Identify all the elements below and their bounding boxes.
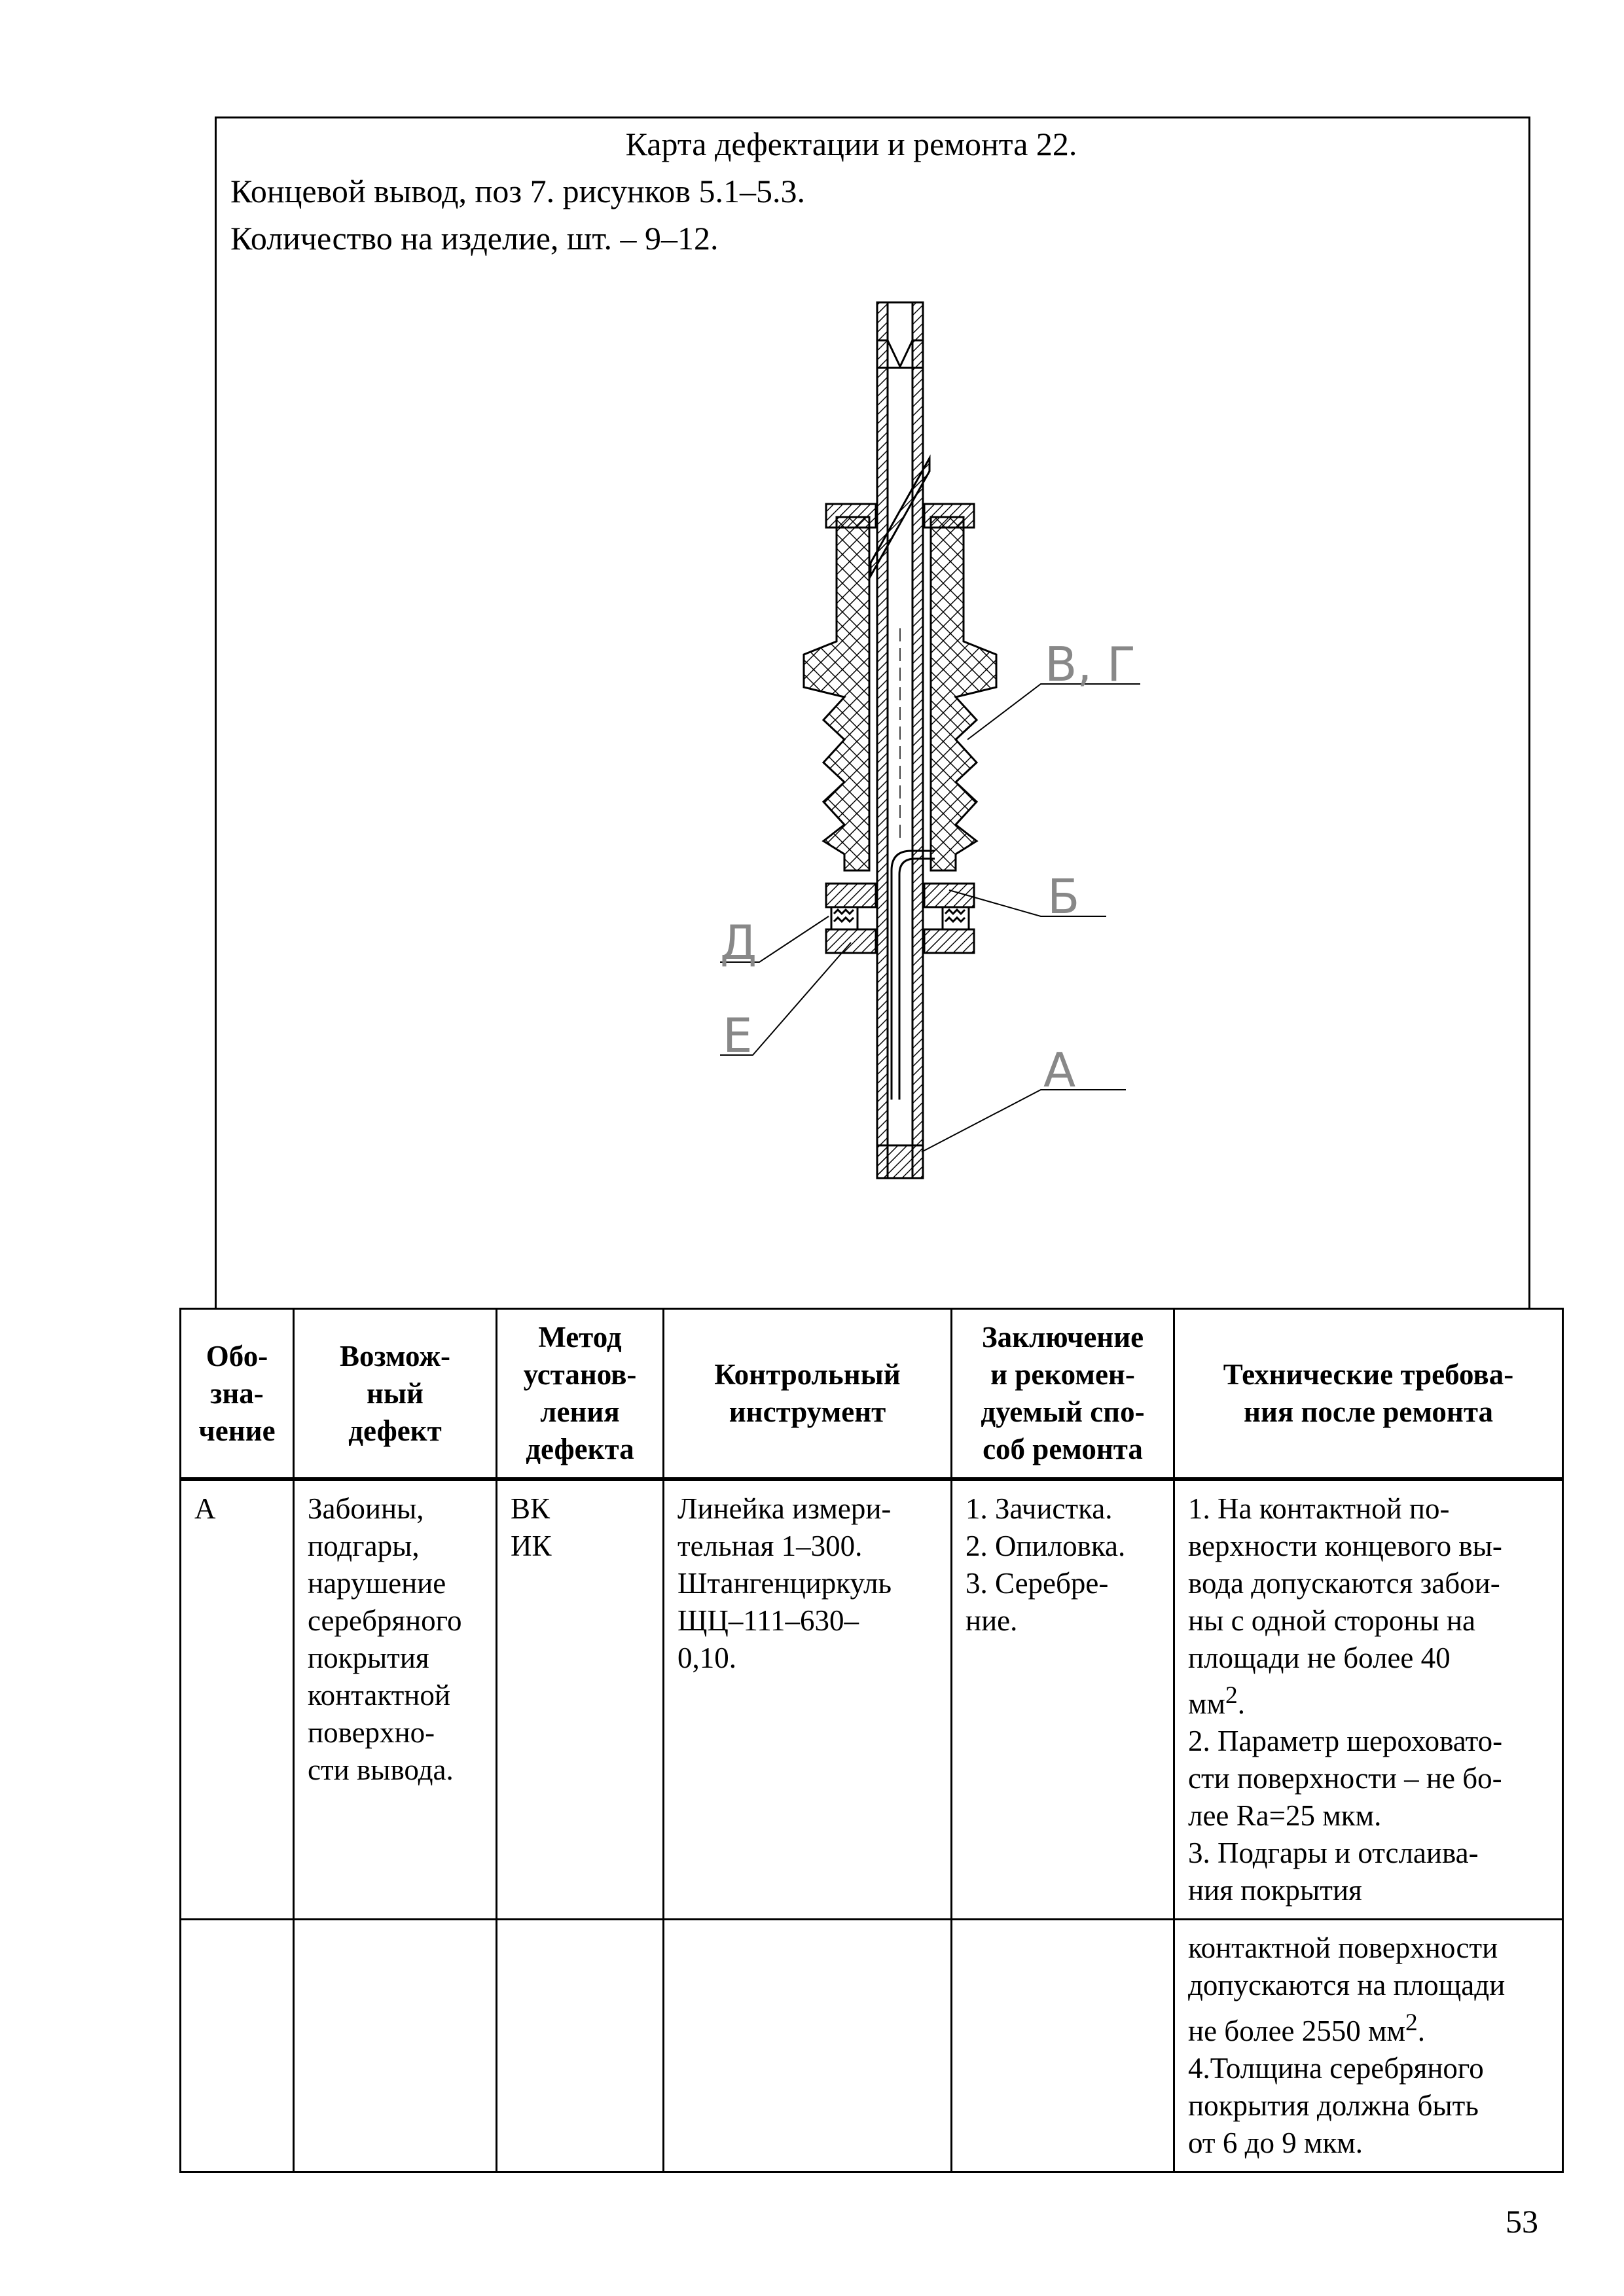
req-superscript: 2 [1225, 1682, 1238, 1709]
table-row [181, 1920, 1563, 2172]
col-header-instrument: Контрольный инструмент [664, 1309, 952, 1480]
cell-instrument: Линейка измери- тельная 1–300. Штангенциркуль ЩЦ–111–630– 0,10. [664, 1479, 952, 1920]
req-text-b: . 2. Параметр шероховато- сти поверхности – не бо- лее Ra=25 мкм. 3. Подгары и отслаива- ния покрытия [1188, 1687, 1503, 1907]
req-cont-text-b: . 4.Толщина серебряного покрытия должна быть от 6 до 9 мкм. [1188, 2015, 1484, 2159]
cell-empty [294, 1920, 497, 2172]
cell-empty [497, 1920, 664, 2172]
card-title: Карта дефектации и ремонта 22. [625, 126, 1077, 162]
cell-method: ВК ИК [497, 1479, 664, 1920]
req-cont-text-a: контактной поверхности допускаются на площади не более 2550 мм [1188, 1931, 1506, 2047]
quantity-line: Количество на изделие, шт. – 9–12. [230, 220, 719, 257]
col-header-oboz: Обо- зна- чение [181, 1309, 294, 1480]
cell-requirements [1174, 1479, 1563, 1920]
cell-empty [664, 1920, 952, 2172]
drawing-labels [720, 637, 1136, 1098]
cell-empty [952, 1920, 1174, 2172]
cell-repair: 1. Зачистка. 2. Опиловка. 3. Серебре- ние. [952, 1479, 1174, 1920]
defect-table [179, 1308, 1564, 2173]
req-text-a: 1. На контактной по- верхности концевого вы- вода допускаются забои- ны с одной стороны на площади не более 40 мм [1188, 1492, 1502, 1720]
part-name: Концевой вывод, поз 7. рисунков 5.1–5.3. [230, 173, 805, 209]
req-cont-superscript: 2 [1405, 2009, 1418, 2036]
cell-oboz: А [181, 1479, 294, 1920]
col-header-method: Метод установ- ления дефекта [497, 1309, 664, 1480]
col-header-requirements: Технические требова- ния после ремонта [1174, 1309, 1563, 1480]
col-header-repair: Заключение и рекомен- дуемый спо- соб ремонта [952, 1309, 1174, 1480]
label-d: Д [720, 915, 757, 970]
col-header-defect: Возмож- ный дефект [294, 1309, 497, 1480]
page-number: 53 [1506, 2203, 1538, 2240]
table-header-row [181, 1309, 1563, 1480]
cell-requirements-cont [1174, 1920, 1563, 2172]
table-row [181, 1479, 1563, 1920]
terminal-lead-drawing [655, 288, 1165, 1191]
label-vg: В, Г [1045, 637, 1136, 692]
cell-empty [181, 1920, 294, 2172]
cell-defect: Забоины, подгары, нарушение серебряного покрытия контактной поверхно- сти вывода. [294, 1479, 497, 1920]
label-e: Е [723, 1008, 753, 1063]
label-a: А [1043, 1043, 1076, 1098]
label-b: Б [1047, 869, 1080, 924]
